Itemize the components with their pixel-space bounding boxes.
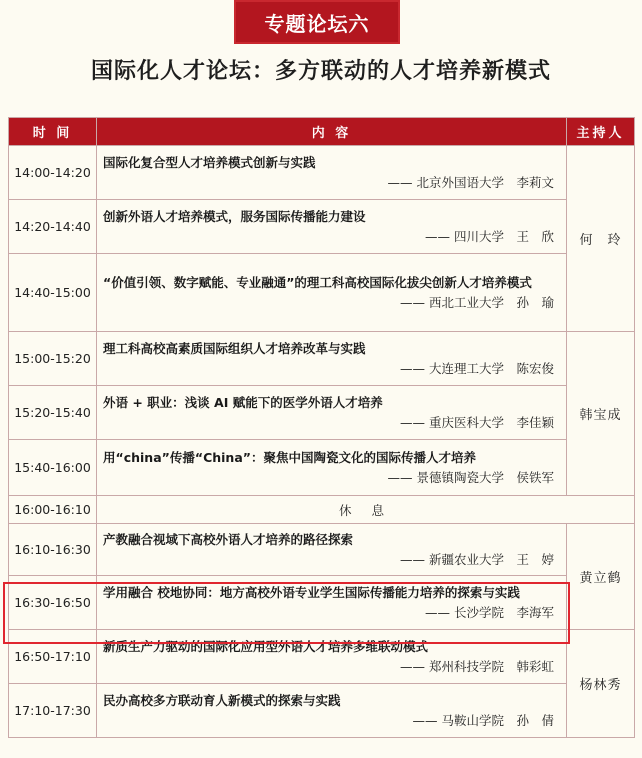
- session-time: 14:40-15:00: [9, 254, 97, 332]
- table-row: [9, 200, 635, 254]
- session-content: [97, 524, 567, 576]
- header-content: 内 容: [97, 118, 567, 146]
- session-content: [97, 576, 567, 630]
- host-cell: 何 玲: [567, 146, 635, 332]
- session-time: 14:20-14:40: [9, 200, 97, 254]
- host-cell: 杨林秀: [567, 630, 635, 738]
- session-content: [97, 440, 567, 496]
- talk-speaker: —— 郑州科技学院 韩彩虹: [400, 659, 554, 674]
- table-row: [9, 386, 635, 440]
- session-time: 15:00-15:20: [9, 332, 97, 386]
- table-row: [9, 576, 635, 630]
- table-row: [9, 254, 635, 332]
- session-content: [97, 386, 567, 440]
- schedule-table: [8, 117, 635, 738]
- talk-speaker: —— 四川大学 王 欣: [425, 229, 554, 244]
- talk-title: 创新外语人才培养模式，服务国际传播能力建设: [103, 209, 366, 224]
- table-row: [9, 524, 635, 576]
- table-row: [9, 684, 635, 738]
- session-content: [97, 254, 567, 332]
- session-time: 14:00-14:20: [9, 146, 97, 200]
- header-host: 主持人: [567, 118, 635, 146]
- session-time: 17:10-17:30: [9, 684, 97, 738]
- page-title: 国际化人才论坛：多方联动的人才培养新模式: [90, 59, 551, 84]
- table-row: [9, 332, 635, 386]
- host-cell: 韩宝成: [567, 332, 635, 496]
- talk-speaker: —— 新疆农业大学 王 婷: [400, 552, 554, 567]
- session-content: [97, 684, 567, 738]
- session-time: 15:40-16:00: [9, 440, 97, 496]
- session-content: [97, 332, 567, 386]
- talk-title: 用“china”传播“China”：聚焦中国陶瓷文化的国际传播人才培养: [103, 450, 476, 465]
- break-time: 16:00-16:10: [9, 496, 97, 524]
- talk-speaker: —— 马鞍山学院 孙 倩: [412, 713, 554, 728]
- break-row: [9, 496, 635, 524]
- talk-title: “价值引领、数字赋能、专业融通”的理工科高校国际化拔尖创新人才培养模式: [103, 275, 532, 290]
- break-label: 休 息: [97, 496, 635, 524]
- session-content: [97, 630, 567, 684]
- session-time: 16:10-16:30: [9, 524, 97, 576]
- forum-label-badge: 专题论坛六: [236, 2, 398, 42]
- table-row: [9, 630, 635, 684]
- talk-title: 产教融合视域下高校外语人才培养的路径探索: [103, 532, 354, 547]
- talk-title: 国际化复合型人才培养模式创新与实践: [103, 155, 316, 170]
- session-time: 16:30-16:50: [9, 576, 97, 630]
- talk-title: 外语 + 职业：浅谈 AI 赋能下的医学外语人才培养: [103, 395, 383, 410]
- header-time: 时 间: [9, 118, 97, 146]
- table-row: [9, 440, 635, 496]
- talk-speaker: —— 西北工业大学 孙 瑜: [400, 295, 554, 310]
- talk-title: 民办高校多方联动育人新模式的探索与实践: [103, 693, 341, 708]
- host-cell: 黄立鹤: [567, 524, 635, 630]
- talk-speaker: —— 北京外国语大学 李莉文: [387, 175, 554, 190]
- session-content: [97, 200, 567, 254]
- session-content: [97, 146, 567, 200]
- talk-speaker: —— 大连理工大学 陈宏俊: [400, 361, 554, 376]
- talk-speaker: —— 景德镇陶瓷大学 侯铁军: [387, 470, 554, 485]
- talk-title: 新质生产力驱动的国际化应用型外语人才培养多维联动模式: [103, 639, 429, 654]
- talk-speaker: —— 重庆医科大学 李佳颖: [400, 415, 554, 430]
- session-time: 15:20-15:40: [9, 386, 97, 440]
- talk-title: 学用融合 校地协同：地方高校外语专业学生国际传播能力培养的探索与实践: [103, 585, 520, 600]
- talk-title: 理工科高校高素质国际组织人才培养改革与实践: [103, 341, 366, 356]
- table-header-row: [9, 118, 635, 146]
- talk-speaker: —— 长沙学院 李海军: [425, 605, 554, 620]
- table-row: [9, 146, 635, 200]
- session-time: 16:50-17:10: [9, 630, 97, 684]
